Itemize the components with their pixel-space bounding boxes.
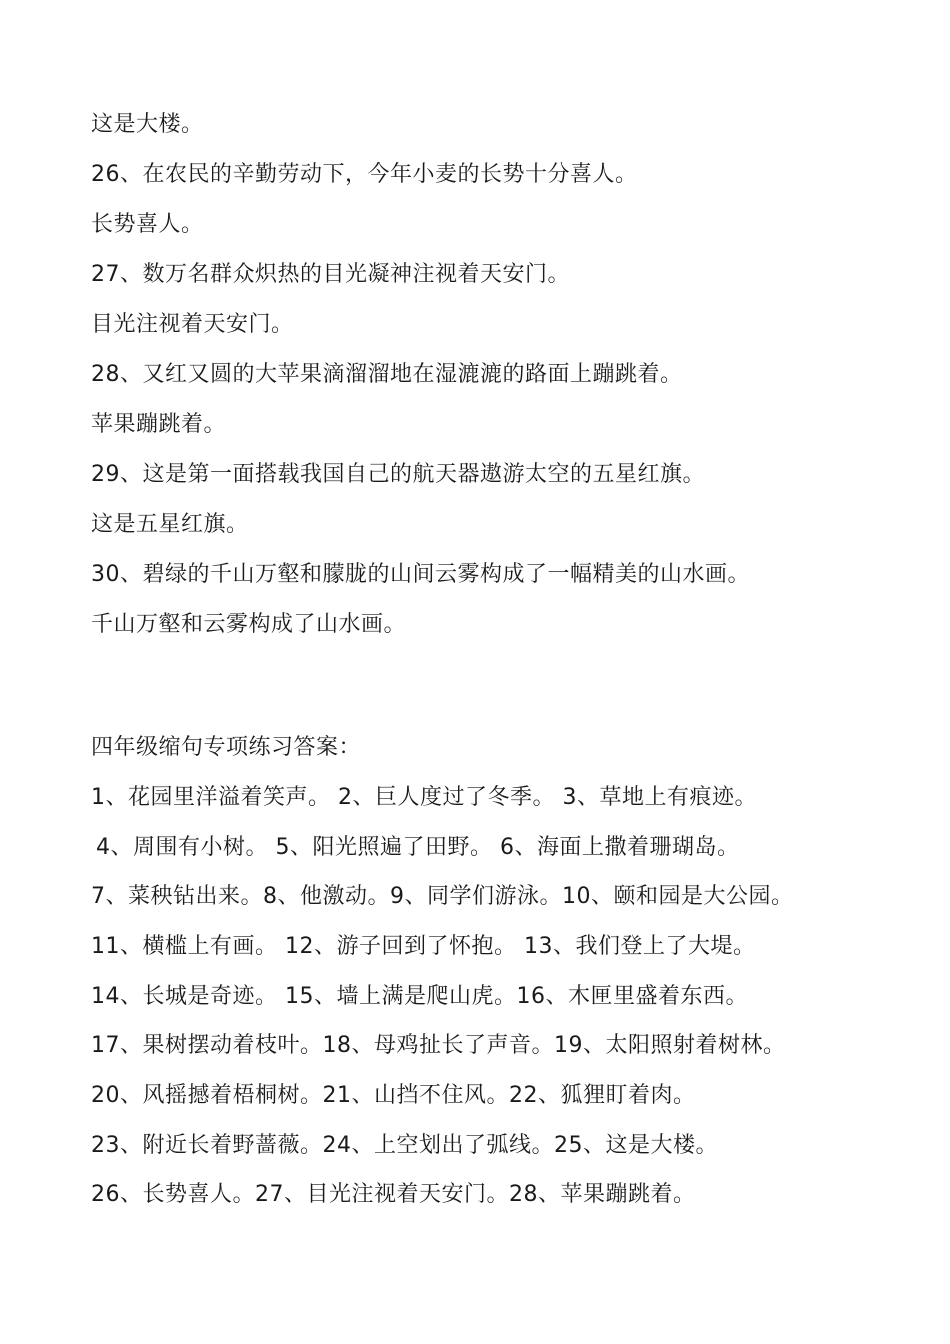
answer-line: 14、长城是奇迹。 15、墙上满是爬山虎。16、木匣里盛着东西。 [91,984,748,1009]
text-line: 目光注视着天安门。 [91,312,294,337]
exercise-sentence: 28、又红又圆的大苹果滴溜溜地在湿漉漉的路面上蹦跳着。 [91,362,683,387]
answer-line: 4、周围有小树。 5、阳光照遍了田野。 6、海面上撒着珊瑚岛。 [96,835,740,860]
answer-line: 26、长势喜人。27、目光注视着天安门。28、苹果蹦跳着。 [91,1182,696,1207]
exercise-sentence: 26、在农民的辛勤劳动下，今年小麦的长势十分喜人。 [91,162,638,187]
text-line: 这是大楼。 [91,112,204,137]
answers-title: 四年级缩句专项练习答案： [91,735,362,760]
answer-line: 17、果树摆动着枝叶。18、母鸡扯长了声音。19、太阳照射着树林。 [91,1033,786,1058]
answer-line: 11、横槛上有画。 12、游子回到了怀抱。 13、我们登上了大堤。 [91,934,756,959]
answer-line: 23、附近长着野蔷薇。24、上空划出了弧线。25、这是大楼。 [91,1133,718,1158]
text-line: 千山万壑和云雾构成了山水画。 [91,612,407,637]
answer-line: 7、菜秧钻出来。8、他激动。9、同学们游泳。10、颐和园是大公园。 [91,884,794,909]
exercise-sentence: 29、这是第一面搭载我国自己的航天器遨游太空的五星红旗。 [91,462,705,487]
answer-line: 20、风摇撼着梧桐树。21、山挡不住风。22、狐狸盯着肉。 [91,1083,696,1108]
exercise-sentence: 30、碧绿的千山万壑和朦胧的山间云雾构成了一幅精美的山水画。 [91,562,750,587]
text-line: 这是五星红旗。 [91,512,249,537]
text-line: 苹果蹦跳着。 [91,412,227,437]
exercise-sentence: 27、数万名群众炽热的目光凝神注视着天安门。 [91,262,570,287]
text-line: 长势喜人。 [91,212,204,237]
answer-line: 1、花园里洋溢着笑声。 2、巨人度过了冬季。 3、草地上有痕迹。 [91,785,757,810]
